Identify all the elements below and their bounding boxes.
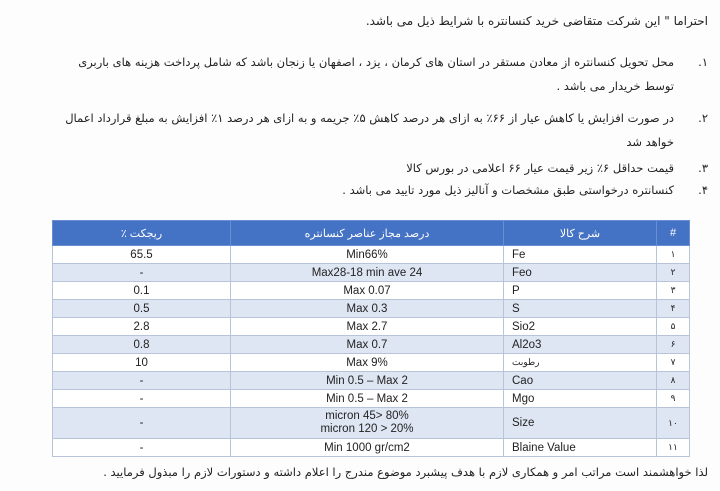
cell-item: Mgo bbox=[504, 390, 657, 408]
condition-number: ۴. bbox=[698, 183, 708, 197]
cell-range: Max 9% bbox=[231, 354, 504, 372]
cell-reject: - bbox=[53, 390, 231, 408]
col-header-item: شرح کالا bbox=[504, 221, 657, 246]
intro-text: احتراما " این شرکت متقاضی خرید کنسانتره با شرایط ذیل می باشد. bbox=[365, 14, 708, 28]
cell-reject: - bbox=[53, 264, 231, 282]
cell-range: Max28-18 min ave 24 bbox=[231, 264, 504, 282]
cell-item: S bbox=[504, 300, 657, 318]
cell-index: ۶ bbox=[657, 336, 690, 354]
cell-reject: 10 bbox=[53, 354, 231, 372]
cell-range-line: 20% < 120 micron bbox=[320, 423, 414, 435]
cell-range: Max 0.7 bbox=[231, 336, 504, 354]
cell-range: Min 1000 gr/cm2 bbox=[231, 439, 504, 457]
table-row bbox=[53, 336, 690, 354]
col-header-range: درصد مجاز عناصر کنسانتره bbox=[231, 221, 504, 246]
cell-reject: 0.1 bbox=[53, 282, 231, 300]
condition-continuation: توسط خریدار می باشد . bbox=[556, 79, 674, 93]
cell-item: Sio2 bbox=[504, 318, 657, 336]
cell-reject: 0.8 bbox=[53, 336, 231, 354]
cell-item: Size bbox=[504, 408, 657, 439]
condition-text: محل تحویل کنسانتره از معادن مستقر در استان های کرمان ، یزد ، اصفهان یا زنجان باشد که شامل پرداخت هزینه های باربری bbox=[78, 55, 674, 69]
table-row bbox=[53, 408, 690, 439]
cell-reject: 0.5 bbox=[53, 300, 231, 318]
cell-reject: - bbox=[53, 439, 231, 457]
table-row bbox=[53, 354, 690, 372]
cell-range bbox=[231, 408, 504, 439]
cell-item: Al2o3 bbox=[504, 336, 657, 354]
cell-item: Cao bbox=[504, 372, 657, 390]
cell-index: ۷ bbox=[657, 354, 690, 372]
cell-index: ۵ bbox=[657, 318, 690, 336]
table-row bbox=[53, 282, 690, 300]
closing-text: لذا خواهشمند است مراتب امر و همکاری لازم با هدف پیشبرد موضوع مندرج را اعلام داشته و دستورات لازم را مبذول فرمایید . bbox=[103, 465, 708, 479]
condition-item bbox=[18, 50, 708, 98]
cell-index: ۸ bbox=[657, 372, 690, 390]
cell-reject: 65.5 bbox=[53, 246, 231, 264]
condition-text: کنسانتره درخواستی طبق مشخصات و آنالیز ذیل مورد تایید می باشد . bbox=[342, 183, 674, 197]
table-row bbox=[53, 372, 690, 390]
condition-item bbox=[18, 178, 708, 202]
condition-text: قیمت حداقل ۶٪ زیر قیمت عیار ۶۶ اعلامی در بورس کالا bbox=[406, 161, 674, 175]
condition-item bbox=[18, 106, 708, 154]
cell-index: ۴ bbox=[657, 300, 690, 318]
table-row bbox=[53, 390, 690, 408]
cell-item: Blaine Value bbox=[504, 439, 657, 457]
cell-range: Max 0.3 bbox=[231, 300, 504, 318]
cell-item: P bbox=[504, 282, 657, 300]
col-header-index: # bbox=[657, 221, 690, 246]
condition-number: ۲. bbox=[698, 111, 708, 125]
spec-table bbox=[52, 220, 690, 457]
cell-reject: 2.8 bbox=[53, 318, 231, 336]
condition-number: ۳. bbox=[698, 161, 708, 175]
table-row bbox=[53, 246, 690, 264]
cell-item: Fe bbox=[504, 246, 657, 264]
cell-item: رطوبت bbox=[504, 354, 657, 372]
cell-index: ۱۱ bbox=[657, 439, 690, 457]
cell-index: ۲ bbox=[657, 264, 690, 282]
table-row bbox=[53, 318, 690, 336]
col-header-reject: ریجکت ٪ bbox=[53, 221, 231, 246]
cell-index: ۱۰ bbox=[657, 408, 690, 439]
cell-item: Feo bbox=[504, 264, 657, 282]
table-row bbox=[53, 264, 690, 282]
cell-range: Min66% bbox=[231, 246, 504, 264]
cell-reject: - bbox=[53, 372, 231, 390]
condition-text: در صورت افزایش یا کاهش عیار از ۶۶٪ به ازای هر درصد کاهش ۵٪ جریمه و به ازای هر درصد ۱٪ افزایش به مبلغ قرارداد اعمال bbox=[65, 111, 674, 125]
table-row bbox=[53, 300, 690, 318]
condition-continuation: خواهد شد bbox=[626, 135, 674, 149]
cell-reject: - bbox=[53, 408, 231, 439]
table-header-row bbox=[53, 221, 690, 246]
cell-range: Max 2.7 bbox=[231, 318, 504, 336]
cell-range: Min 0.5 – Max 2 bbox=[231, 390, 504, 408]
cell-range: Min 0.5 – Max 2 bbox=[231, 372, 504, 390]
condition-number: ۱. bbox=[698, 55, 708, 69]
table-row bbox=[53, 439, 690, 457]
condition-item bbox=[18, 156, 708, 180]
cell-index: ۱ bbox=[657, 246, 690, 264]
cell-index: ۳ bbox=[657, 282, 690, 300]
cell-range: Max 0.07 bbox=[231, 282, 504, 300]
cell-range-line: 80% <45 micron bbox=[325, 410, 409, 422]
cell-index: ۹ bbox=[657, 390, 690, 408]
